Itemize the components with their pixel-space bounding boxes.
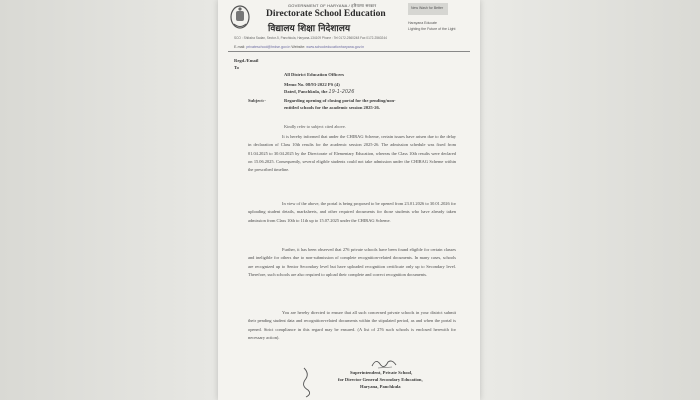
logo-tagline-3: Lighting the Future of the Light [408, 27, 456, 31]
header-divider [228, 51, 470, 52]
signatory-place: Haryana, Panchkula [360, 384, 401, 389]
office-address: SCO : Shiksha Sadan, Sector-5, Panchkula, Haryana-134109 Phone : Tel 0172-2560248 Fax 0172-2560244 [234, 36, 387, 40]
signatory-designation: Superintendent, Private School, [350, 370, 413, 375]
dated-label: Dated, Panchkula, the [284, 89, 328, 94]
paragraph-1: It is hereby informed that under the CHIRAG Scheme, certain issues have arisen due to the delay in declaration of Class 10th results for the academic session 2025-26. The admission schedule was fixed from 01.04.2025 to 30.04.2025 by the Directorate of Elementary Education, whereas the Class 10th results were declared on 15.06.2025. Consequently, several eligible students could not take admission under the CHIRAG Scheme within the prescribed timeline. [248, 134, 456, 173]
logo-tagline-2: Harayana Educate [408, 21, 437, 25]
email-address: privateschool@hrdse.gov.in [246, 45, 291, 49]
logo-tagline-1: New Wash for Better [411, 6, 444, 10]
registered-email-label: Regd./Email [234, 58, 259, 63]
salutation: Kindly refer to subject cited above. [284, 124, 346, 129]
paragraph-4: You are hereby directed to ensure that all such concerned private schools in your district submit their pending student data and recognition-related documents within the stipulated period, as and when the portal is opened. Strict compliance in this regard may be ensured. (A list of 276 such schools is enclosed herewith for necessary action). [248, 310, 456, 340]
government-line: GOVERNMENT OF HARYANA / हरियाणा सरकार [288, 3, 377, 8]
website-address: www.schooleducationharyana.gov.in [306, 45, 365, 49]
signatory-authority: for Director General Secondary Education, [338, 377, 423, 382]
website-label: Website: [291, 45, 306, 49]
letter-sheet [218, 0, 480, 400]
signature-mark-icon [370, 356, 400, 370]
subject-line-1: Regarding opening of closing portal for the pending/non- [284, 98, 396, 103]
email-label: E-mail: [234, 45, 246, 49]
paragraph-3: Further, it has been observed that 276 private schools have been found eligible for certain classes and ineligible for others due to non-submission of complete recognition-related documents. In many cases, schools are recognized up to Senior Secondary level but have uploaded recognition certificate only up to Secondary level. Therefore, such schools are also required to upload their complete and correct recognition documents. [248, 247, 456, 277]
contact-line [234, 45, 364, 49]
memo-number: Memo No. 08/93-2022 PS (4) [284, 82, 340, 87]
department-logo [408, 3, 458, 33]
to-label: To [234, 65, 239, 70]
directorate-title-hindi: विद्यालय शिक्षा निदेशालय [268, 24, 351, 34]
paragraph-2: In view of the above, the portal is being proposed to be opened from 23.01.2026 to 30.01.2026 for uploading student details, marksheets, and other required documents for those students who have already taken admission from Class 10th to 11th up to 15.07.2025 under the CHIRAG Scheme. [248, 201, 456, 223]
directorate-title-english: Directorate School Education [266, 9, 386, 19]
dated-value: 19-1-2026 [328, 89, 355, 95]
subject-label: Subject:- [248, 98, 266, 103]
dated-line [284, 90, 354, 95]
state-emblem-icon [229, 4, 251, 30]
addressee: All District Education Officers [284, 72, 345, 77]
subject-line-2: entitled schools for the academic session 2025-26. [284, 105, 380, 110]
margin-handwriting-icon [300, 366, 314, 398]
